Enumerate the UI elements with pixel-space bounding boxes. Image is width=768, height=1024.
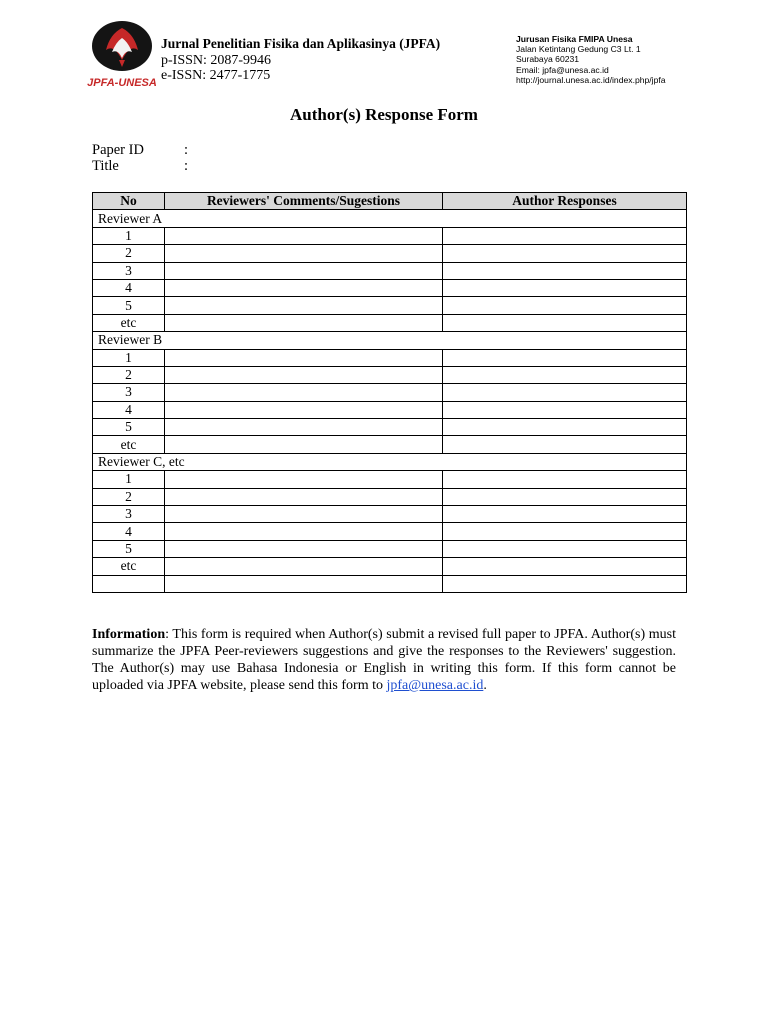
reviewer-group-label: Reviewer B bbox=[93, 332, 687, 349]
table-row bbox=[93, 279, 687, 296]
row-number: 4 bbox=[93, 401, 165, 418]
table-row bbox=[93, 297, 687, 314]
header-no: No bbox=[93, 193, 165, 210]
city: Surabaya 60231 bbox=[516, 54, 580, 65]
comment-cell[interactable] bbox=[165, 314, 443, 331]
reviewer-group-label: Reviewer C, etc bbox=[93, 453, 687, 470]
response-cell[interactable] bbox=[443, 279, 687, 296]
information-text: : This form is required when Author(s) submit a revised full paper to JPFA. Author(s) must summarize the JPFA Peer-reviewers suggestions and give the responses to the Reviewers' suggestion. The Author(s) may use Bahasa Indonesia or English in writing this form. If this form cannot be uploaded via JPFA website, please send this form to bbox=[92, 627, 676, 693]
table-row bbox=[93, 488, 687, 505]
comment-cell[interactable] bbox=[165, 366, 443, 383]
email-link[interactable]: jpfa@unesa.ac.id bbox=[386, 678, 484, 693]
row-number: 3 bbox=[93, 262, 165, 279]
row-number: 5 bbox=[93, 540, 165, 557]
response-cell[interactable] bbox=[443, 540, 687, 557]
row-number: 1 bbox=[93, 349, 165, 366]
response-cell[interactable] bbox=[443, 297, 687, 314]
response-cell[interactable] bbox=[443, 401, 687, 418]
row-number: 1 bbox=[93, 227, 165, 244]
electronic-issn: e-ISSN: 2477-1775 bbox=[161, 68, 271, 83]
table-row bbox=[93, 558, 687, 575]
logo-text: JPFA-UNESA bbox=[87, 77, 157, 89]
row-number: 5 bbox=[93, 297, 165, 314]
response-cell[interactable] bbox=[443, 506, 687, 523]
response-cell[interactable] bbox=[443, 419, 687, 436]
response-cell[interactable] bbox=[443, 384, 687, 401]
comment-cell[interactable] bbox=[165, 349, 443, 366]
table-header-row bbox=[93, 193, 687, 210]
print-issn: p-ISSN: 2087-9946 bbox=[161, 53, 272, 68]
comment-cell[interactable] bbox=[165, 262, 443, 279]
comment-cell[interactable] bbox=[165, 384, 443, 401]
comment-cell[interactable] bbox=[165, 401, 443, 418]
response-cell[interactable] bbox=[443, 245, 687, 262]
row-number: 4 bbox=[93, 279, 165, 296]
response-cell[interactable] bbox=[443, 436, 687, 453]
response-cell[interactable] bbox=[443, 575, 687, 592]
response-cell[interactable] bbox=[443, 262, 687, 279]
comment-cell[interactable] bbox=[165, 419, 443, 436]
paper-id-label: Paper ID bbox=[92, 142, 144, 158]
reviewer-group-row bbox=[93, 332, 687, 349]
comment-cell[interactable] bbox=[165, 436, 443, 453]
comment-cell[interactable] bbox=[165, 575, 443, 592]
table-row bbox=[93, 262, 687, 279]
colon: : bbox=[184, 158, 189, 174]
paper-id-row bbox=[92, 142, 188, 159]
comment-cell[interactable] bbox=[165, 523, 443, 540]
row-number: 2 bbox=[93, 488, 165, 505]
row-number: etc bbox=[93, 314, 165, 331]
header-responses: Author Responses bbox=[443, 193, 687, 210]
table-row bbox=[93, 436, 687, 453]
table-row bbox=[93, 506, 687, 523]
comment-cell[interactable] bbox=[165, 540, 443, 557]
response-cell[interactable] bbox=[443, 523, 687, 540]
colon: : bbox=[184, 142, 189, 158]
table-body bbox=[93, 210, 687, 593]
response-cell[interactable] bbox=[443, 314, 687, 331]
row-number: etc bbox=[93, 558, 165, 575]
table-row bbox=[93, 384, 687, 401]
title-label: Title bbox=[92, 158, 119, 174]
email: Email: jpfa@unesa.ac.id bbox=[516, 64, 609, 75]
response-cell[interactable] bbox=[443, 471, 687, 488]
header-comments: Reviewers' Comments/Sugestions bbox=[165, 193, 443, 210]
table-row bbox=[93, 575, 687, 592]
response-table bbox=[92, 192, 687, 593]
response-cell[interactable] bbox=[443, 349, 687, 366]
department: Jurusan Fisika FMIPA Unesa bbox=[516, 34, 633, 44]
address-block bbox=[516, 34, 666, 85]
title-row bbox=[92, 158, 188, 175]
row-number: 2 bbox=[93, 245, 165, 262]
comment-cell[interactable] bbox=[165, 471, 443, 488]
response-cell[interactable] bbox=[443, 488, 687, 505]
row-number: 3 bbox=[93, 506, 165, 523]
row-number: etc bbox=[93, 436, 165, 453]
reviewer-group-row bbox=[93, 453, 687, 470]
table-row bbox=[93, 401, 687, 418]
comment-cell[interactable] bbox=[165, 245, 443, 262]
comment-cell[interactable] bbox=[165, 488, 443, 505]
table-row bbox=[93, 523, 687, 540]
row-number: 5 bbox=[93, 419, 165, 436]
row-number: 2 bbox=[93, 366, 165, 383]
street: Jalan Ketintang Gedung C3 Lt. 1 bbox=[516, 44, 641, 55]
row-number: 3 bbox=[93, 384, 165, 401]
table-row bbox=[93, 314, 687, 331]
information-note bbox=[92, 626, 676, 694]
reviewer-group-row bbox=[93, 210, 687, 227]
row-number: 1 bbox=[93, 471, 165, 488]
table-row bbox=[93, 245, 687, 262]
table-row bbox=[93, 227, 687, 244]
comment-cell[interactable] bbox=[165, 227, 443, 244]
response-cell[interactable] bbox=[443, 227, 687, 244]
response-cell[interactable] bbox=[443, 558, 687, 575]
comment-cell[interactable] bbox=[165, 558, 443, 575]
jpfa-logo-icon bbox=[86, 20, 158, 90]
form-title: Author(s) Response Form bbox=[290, 105, 478, 124]
comment-cell[interactable] bbox=[165, 506, 443, 523]
table-row bbox=[93, 471, 687, 488]
information-end: . bbox=[483, 678, 487, 693]
table-row bbox=[93, 366, 687, 383]
comment-cell[interactable] bbox=[165, 297, 443, 314]
reviewer-group-label: Reviewer A bbox=[93, 210, 687, 227]
journal-name: Jurnal Penelitian Fisika dan Aplikasinya (JPFA) bbox=[161, 36, 441, 51]
row-number bbox=[93, 575, 165, 592]
response-cell[interactable] bbox=[443, 366, 687, 383]
table-row bbox=[93, 540, 687, 557]
website-url: http://journal.unesa.ac.id/index.php/jpfa bbox=[516, 74, 666, 85]
row-number: 4 bbox=[93, 523, 165, 540]
table-row bbox=[93, 349, 687, 366]
information-label: Information bbox=[92, 627, 166, 642]
table-row bbox=[93, 419, 687, 436]
comment-cell[interactable] bbox=[165, 279, 443, 296]
